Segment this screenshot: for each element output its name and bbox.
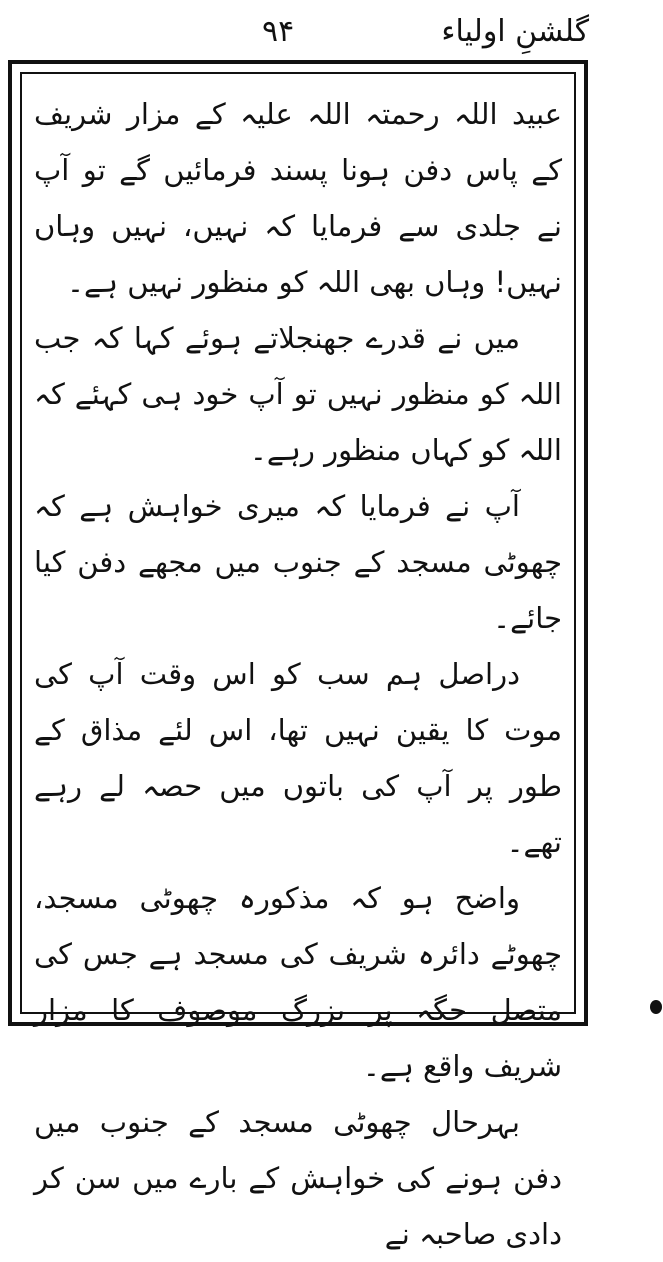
page-header	[0, 0, 663, 62]
page-border-outer	[8, 60, 588, 1251]
paragraph: واضح ہو کہ مذکورہ چھوٹی مسجد، چھوٹے دائرہ شریف کی مسجد ہے جس کی متصل جگہ پر بزرگ موصوف کا مزار شریف واقع ہے۔	[34, 881, 562, 1083]
text-body	[34, 86, 562, 1251]
page-number: ۹۴	[262, 14, 295, 49]
paragraph: میں نے قدرے جھنجلاتے ہوئے کہا کہ جب اللہ کو منظور نہیں تو آپ خود ہی کہئے کہ اللہ کو کہاں منظور رہے۔	[34, 321, 562, 467]
paragraph: دراصل ہم سب کو اس وقت آپ کی موت کا یقین نہیں تھا، اس لئے مذاق کے طور پر آپ کی باتوں میں حصہ لے رہے تھے۔	[34, 657, 562, 859]
ink-dot	[650, 1000, 662, 1014]
paragraph: عبید اللہ رحمتہ اللہ علیہ کے مزار شریف کے پاس دفن ہونا پسند فرمائیں گے تو آپ نے جلدی سے فرمایا کہ نہیں، نہیں وہاں نہیں! وہاں بھی اللہ کو منظور نہیں ہے۔	[34, 97, 562, 299]
paragraph: آپ نے فرمایا کہ میری خواہش ہے کہ چھوٹی مسجد کے جنوب میں مجھے دفن کیا جائے۔	[34, 489, 562, 635]
running-title: گلشنِ اولیاء	[441, 14, 589, 49]
paragraph: بہرحال چھوٹی مسجد کے جنوب میں دفن ہونے کی خواہش کے بارے میں سن کر دادی صاحبہ نے	[34, 1105, 562, 1251]
